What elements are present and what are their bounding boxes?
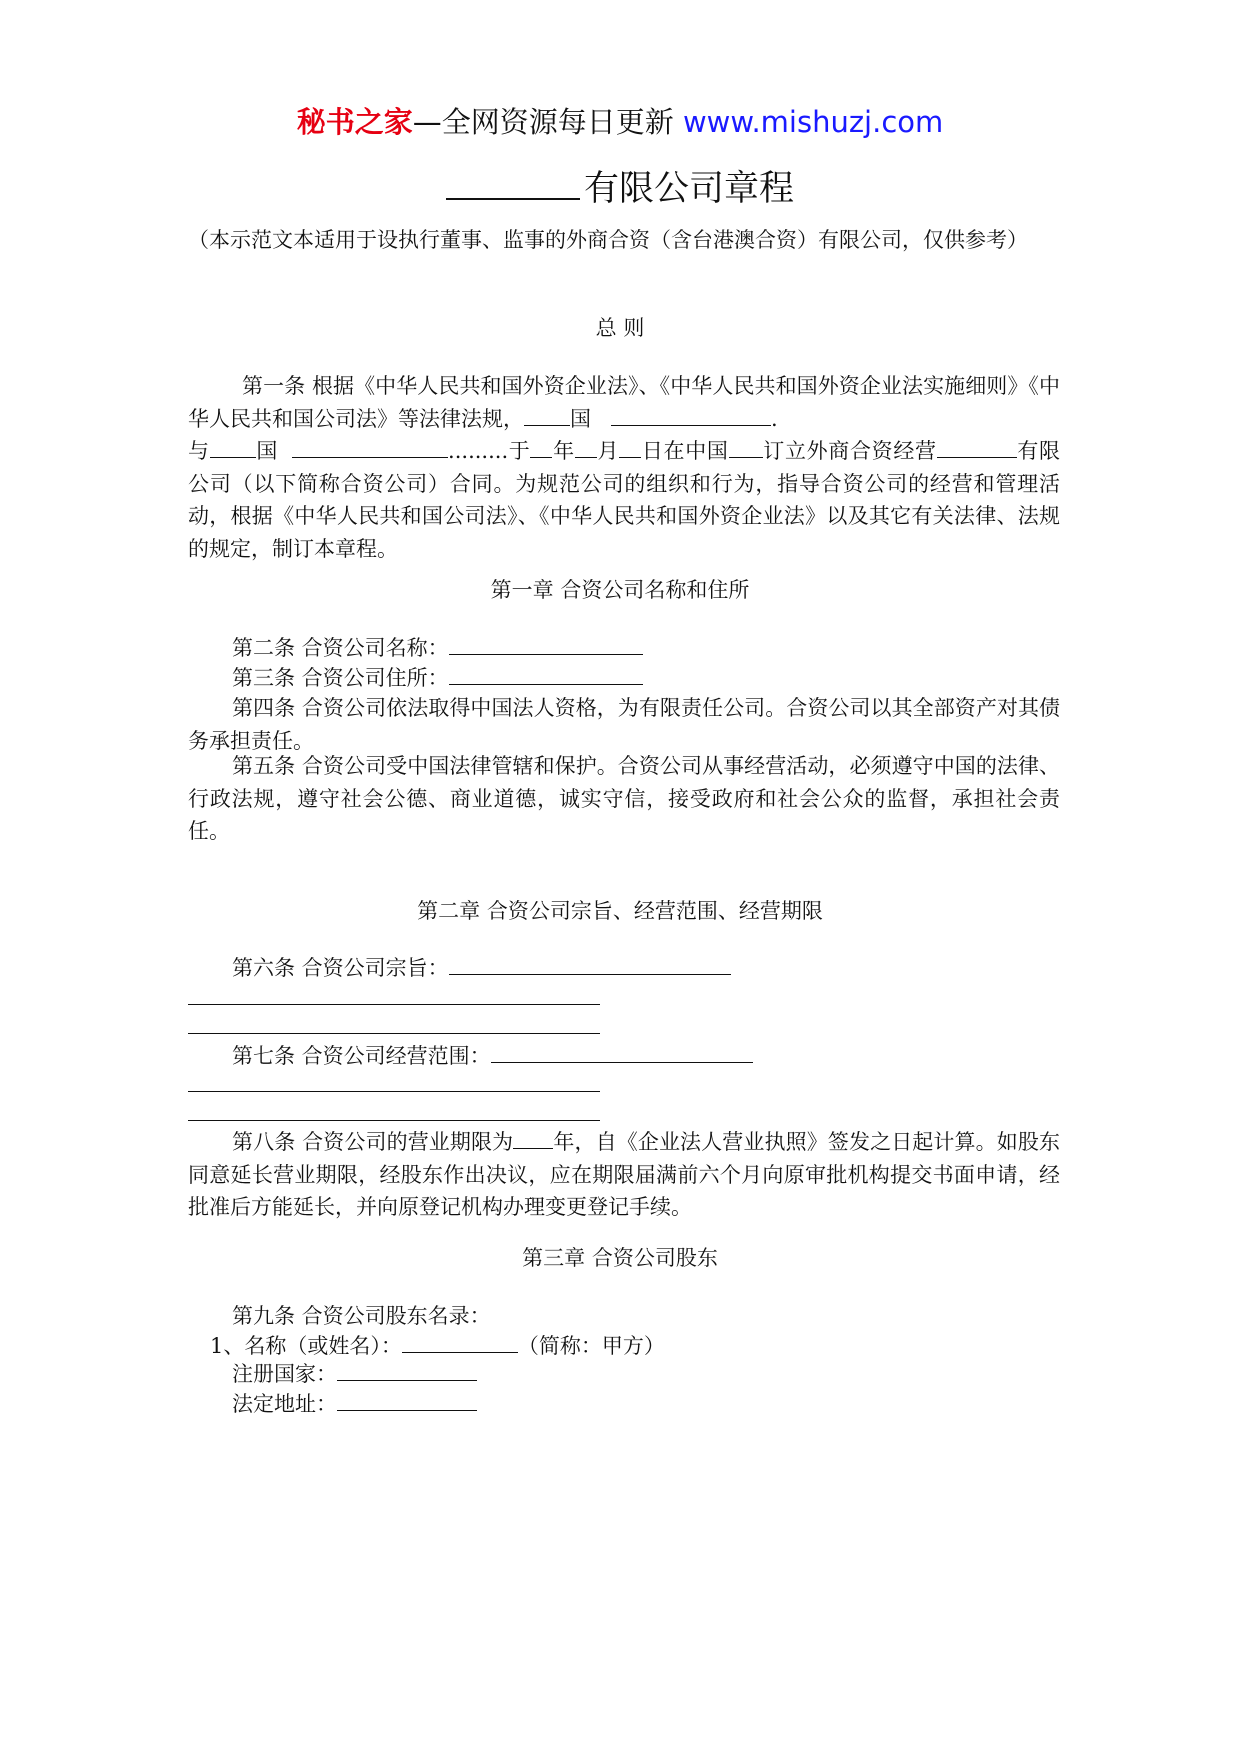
site-slogan: —全网资源每日更新 xyxy=(412,105,683,139)
article-8: 第八条 合资公司的营业期限为 年，自《企业法人营业执照》签发之日起计算。如股东同意延长营业期限，经股东作出决议，应在期限届满前六个月向原审批机构提交书面申请，经批准后方能延长，并向原登记机构办理变更登记手续。 xyxy=(188,1126,1060,1224)
scope-field xyxy=(491,1040,753,1063)
blank-jv-name xyxy=(937,435,1017,458)
site-url[interactable]: www.mishuzj.com xyxy=(682,105,944,139)
shareholder-1-country-field xyxy=(337,1358,477,1381)
article-7: 第七条 合资公司经营范围： xyxy=(232,1040,753,1072)
article-6: 第六条 合资公司宗旨： xyxy=(232,952,731,984)
general-heading: 总 则 xyxy=(595,316,645,340)
chapter-1-heading: 第一章 合资公司名称和住所 xyxy=(490,578,750,602)
day-label: 日在中国 xyxy=(641,439,729,463)
year-label: 年 xyxy=(552,439,575,463)
article-3: 第三条 合资公司住所： xyxy=(232,662,643,694)
shareholder-1: 1、名称（或姓名）： （简称：甲方） xyxy=(210,1330,665,1362)
blank-country-a xyxy=(524,403,570,426)
blank-day xyxy=(619,435,641,458)
title-text: 有限公司章程 xyxy=(583,169,794,209)
scope-line-2 xyxy=(188,1091,600,1092)
blank-place xyxy=(729,435,763,458)
purpose-field xyxy=(449,952,731,975)
blank-year xyxy=(530,435,552,458)
shareholder-1-address: 法定地址： xyxy=(232,1388,477,1420)
chapter-3-heading: 第三章 合资公司股东 xyxy=(522,1246,718,1270)
dot: . xyxy=(771,406,778,431)
blank-month xyxy=(575,435,597,458)
term-years-field xyxy=(513,1126,553,1149)
company-name-field xyxy=(449,632,643,655)
shareholder-1-address-field xyxy=(337,1388,477,1411)
article-1 xyxy=(188,370,1060,565)
country-label-b: 国 xyxy=(255,439,279,463)
site-header xyxy=(0,102,1240,142)
scope-line-3 xyxy=(188,1120,600,1121)
usage-note: （本示范文本适用于设执行董事、监事的外商合资（含台港澳合资）有限公司，仅供参考） xyxy=(188,228,1028,252)
purpose-line-3 xyxy=(188,1033,600,1034)
blank-party-b xyxy=(292,435,448,458)
company-address-field xyxy=(449,662,643,685)
shareholder-1-country: 注册国家： xyxy=(232,1358,477,1390)
country-label-a: 国 xyxy=(570,406,591,431)
article-4: 第四条 合资公司依法取得中国法人资格，为有限责任公司。合资公司以其全部资产对其债务承担责任。 xyxy=(188,696,1060,753)
blank-party-a xyxy=(611,403,771,426)
with-label: 与 xyxy=(188,439,210,463)
company-name-blank xyxy=(446,164,580,200)
purpose-line-2 xyxy=(188,1004,600,1005)
article-1-rest: 有限公司（以下简称合资公司）合同。为规范公司的组织和行为，指导合资公司的经营和管理活动，根据《中华人民共和国公司法》、《中华人民共和国外资企业法》以及其它有关法律、法规的规定，制订本章程。 xyxy=(188,439,1061,561)
month-label: 月 xyxy=(596,439,620,463)
dots: .........于 xyxy=(448,439,531,463)
article-9: 第九条 合资公司股东名录： xyxy=(232,1304,491,1328)
blank-country-b xyxy=(210,435,256,458)
shareholder-1-name-field xyxy=(402,1330,518,1353)
sign-label: 订立外商合资经营 xyxy=(762,439,937,463)
article-2: 第二条 合资公司名称： xyxy=(232,632,643,664)
article-1-intro: 第一条 根据《中华人民共和国外资企业法》、《中华人民共和国外资企业法实施细则》《中华人民共和国公司法》等法律法规， xyxy=(188,374,1060,431)
brand-name: 秘书之家 xyxy=(296,105,413,139)
chapter-2-heading: 第二章 合资公司宗旨、经营范围、经营期限 xyxy=(417,899,823,923)
document-title xyxy=(0,164,1240,212)
article-5: 第五条 合资公司受中国法律管辖和保护。合资公司从事经营活动，必须遵守中国的法律、行政法规，遵守社会公德、商业道德，诚实守信，接受政府和社会公众的监督，承担社会责任。 xyxy=(188,754,1060,843)
